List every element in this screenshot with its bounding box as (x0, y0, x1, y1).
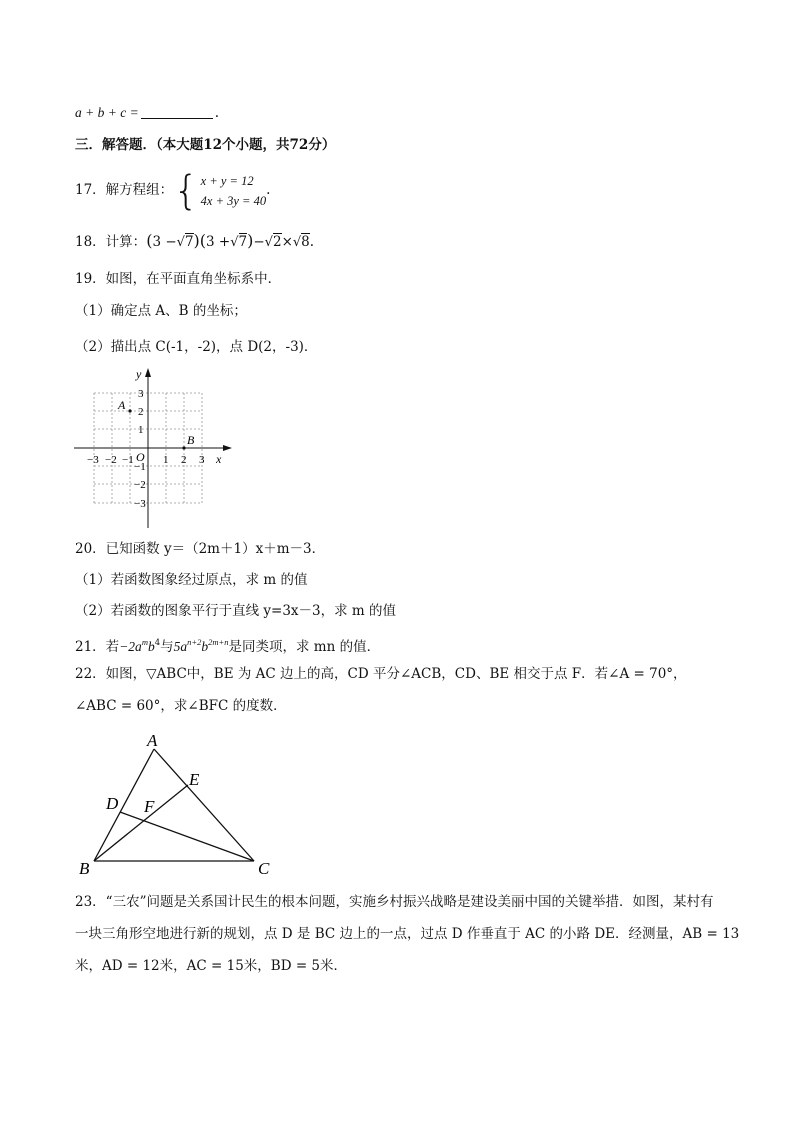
point-e-label: E (189, 770, 200, 789)
section-heading: 三．解答题．（本大题12个小题，共72分） (75, 137, 336, 153)
q18-times: × (281, 234, 293, 250)
question-20-part1: （1）若函数图象经过原点，求 m 的值 (75, 572, 308, 588)
x-axis-arrow-icon (223, 445, 232, 451)
y-axis-arrow-icon (145, 368, 151, 377)
point-b-label: B (187, 433, 195, 447)
coordinate-grid-figure (70, 362, 240, 534)
q18-term-1: 3 − (152, 234, 177, 250)
q21-connector: 与 (160, 639, 174, 655)
point-d-label: D (106, 794, 119, 813)
y-tick-label: −2 (134, 479, 146, 491)
x-tick-label: 3 (199, 454, 205, 466)
x-tick-label: −1 (122, 454, 134, 466)
term-2-exponent-b: 2m+n (208, 637, 229, 647)
question-23-line1: 23．“三农”问题是关系国计民生的根本问题，实施乡村振兴战略是建设美丽中国的关键举措．如图，某村有 (75, 894, 714, 910)
q18-suffix: . (309, 234, 315, 250)
x-tick-label: 2 (181, 454, 187, 466)
y-tick-label: 2 (138, 406, 144, 418)
question-17 (75, 167, 271, 214)
prev-expression: a + b + c = (75, 105, 139, 120)
term-1-exponent-b: 4 (154, 638, 161, 648)
term-2-exponent-a: n+2 (187, 637, 202, 647)
triangle-figure (76, 728, 286, 878)
y-tick-label: 1 (138, 424, 144, 436)
question-22-line2: ∠ABC = 60°，求∠BFC 的度数． (75, 698, 287, 714)
term-2-coefficient: 5a (173, 639, 188, 654)
x-axis-label: x (216, 452, 222, 466)
radicand-8: 8 (301, 234, 310, 250)
q17-suffix: . (266, 182, 271, 198)
q21-prefix: 21．若 (75, 639, 120, 655)
y-tick-label: −1 (134, 461, 146, 473)
equation-1: x + y = 12 (200, 173, 254, 188)
term-1-exponent-a: m (141, 637, 148, 647)
answer-blank (141, 106, 213, 119)
vertex-b-label: B (79, 859, 90, 878)
point-b (182, 446, 185, 449)
brace-symbol: { (173, 167, 199, 214)
segment-cd (120, 812, 254, 861)
origin-label: O (136, 450, 145, 464)
point-a (128, 409, 131, 412)
question-23-line3: 米，AD = 12米，AC = 15米，BD = 5米． (75, 958, 348, 974)
question-22-line1: 22．如图，▽ABC中，BE 为 AC 边上的高，CD 平分∠ACB，CD、BE 相交于点 F．若∠A = 70°， (75, 666, 687, 682)
prev-period: . (214, 105, 219, 121)
q18-term-2: 3 + (206, 234, 231, 250)
point-f-label: F (144, 797, 155, 816)
point-a-label: A (118, 398, 126, 412)
y-tick-label: −3 (134, 498, 146, 510)
question-19-part1: （1）确定点 A、B 的坐标； (75, 303, 247, 319)
radicand-7a: 7 (184, 234, 194, 250)
side-ac (154, 749, 254, 861)
x-tick-label: −2 (105, 454, 117, 466)
question-19-part2: （2）描出点 C(-1，-2)，点 D(2，-3)． (75, 339, 318, 355)
question-20-stem: 20．已知函数 y＝（2m＋1）x＋m－3． (75, 541, 326, 557)
question-18: 18．计算：(3 −√7)(3 +√7)−√2×√8. (75, 231, 315, 250)
vertex-c-label: C (258, 859, 270, 878)
term-1-b: b (147, 639, 155, 654)
q18-minus: − (253, 234, 265, 250)
equation-system (173, 167, 267, 214)
radicand-2: 2 (272, 234, 282, 250)
question-21 (75, 633, 380, 656)
question-23-line2: 一块三角形空地进行新的规划，点 D 是 BC 边上的一点，过点 D 作垂直于 AC 的小路 DE．经测量，AB = 13 (75, 926, 740, 942)
radicand-7b: 7 (238, 234, 248, 250)
q18-prefix: 18．计算： (75, 234, 147, 250)
term-2-b: b (201, 639, 209, 654)
vertex-a-label: A (147, 731, 158, 750)
x-tick-label: −3 (87, 454, 99, 466)
y-axis-label: y (136, 367, 142, 381)
equation-2: 4x + 3y = 40 (200, 193, 267, 208)
question-19-stem: 19．如图，在平面直角坐标系中． (75, 271, 282, 287)
prev-answer-line (75, 104, 219, 122)
y-tick-label: 3 (138, 388, 144, 400)
term-1-coefficient: −2a (119, 639, 142, 654)
question-20-part2: （2）若函数的图象平行于直线 y=3x－3，求 m 的值 (75, 603, 396, 619)
x-tick-label: 1 (163, 454, 169, 466)
q17-prefix: 17．解方程组： (75, 182, 174, 198)
q21-suffix: 是同类项，求 mn 的值． (228, 639, 381, 655)
